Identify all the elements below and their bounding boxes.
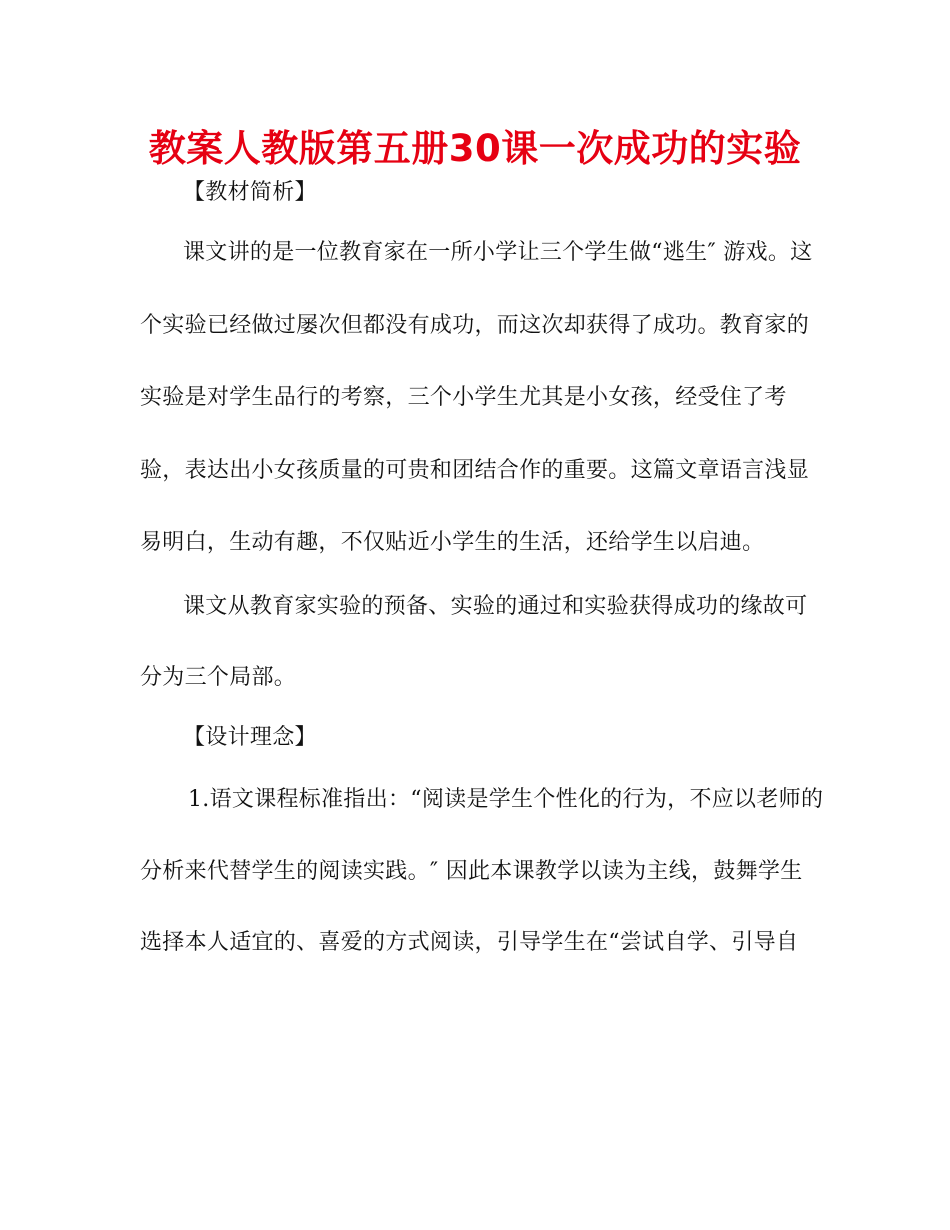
paragraph-line: 个实验已经做过屡次但都没有成功，而这次却获得了成功。教育家的 (140, 313, 810, 338)
paragraph-line: 分析来代替学生的阅读实践。″ 因此本课教学以读为主线，鼓舞学生 (140, 859, 803, 884)
section-heading-analysis: 【教材简析】 (183, 180, 317, 205)
section-heading-design: 【设计理念】 (183, 725, 317, 750)
paragraph-line: 分为三个局部。 (140, 665, 297, 690)
document-title: 教案人教版第五册30课一次成功的实验 (148, 127, 802, 170)
paragraph-line: 课文从教育家实验的预备、实验的通过和实验获得成功的缘故可 (183, 594, 808, 619)
paragraph-line: 验，表达出小女孩质量的可贵和团结合作的重要。这篇文章语言浅显 (140, 458, 810, 483)
paragraph-line: 易明白，生动有趣，不仅贴近小学生的生活，还给学生以启迪。 (140, 530, 765, 555)
paragraph-line: 课文讲的是一位教育家在一所小学让三个学生做“逃生″ 游戏。这 (183, 240, 813, 265)
paragraph-line: 实验是对学生品行的考察，三个小学生尤其是小女孩，经受住了考 (140, 385, 787, 410)
paragraph-line: 1.语文课程标准指出：“阅读是学生个性化的行为，不应以老师的 (188, 787, 824, 812)
paragraph-line: 选择本人适宜的、喜爱的方式阅读，引导学生在“尝试自学、引导自 (140, 930, 799, 955)
